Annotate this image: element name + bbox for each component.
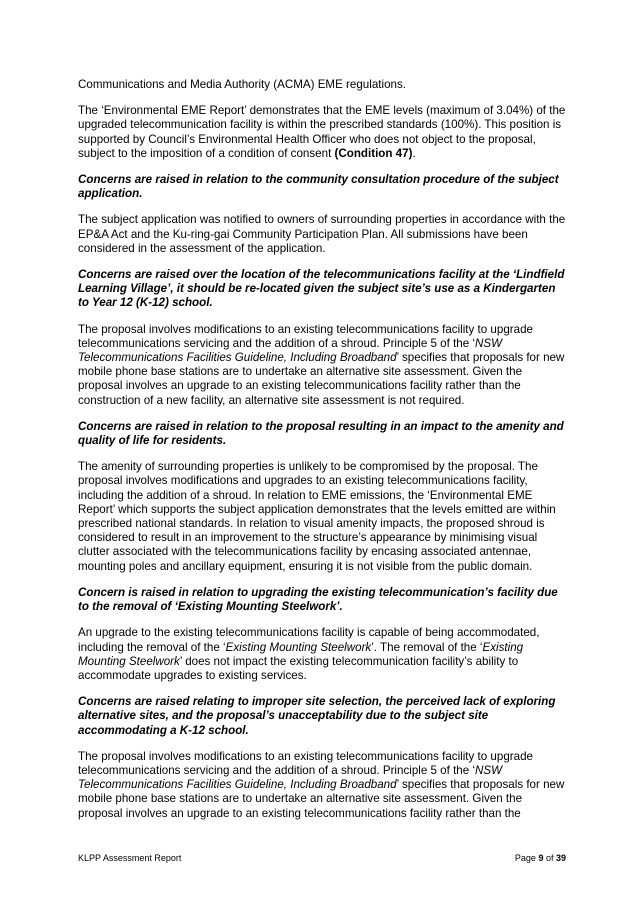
- steelwork-term-1: Existing Mounting Steelwork: [225, 640, 372, 654]
- heading-community-consultation: Concerns are raised in relation to the community consultation procedure of the subject application.: [78, 173, 559, 201]
- page-total: 39: [555, 853, 566, 863]
- alt-site-text-b: ’ specifies that proposals for new mobile phone base stations are to undertake an alternative site assessment. Given the proposal involves an upgrade to an existing telecommunications facility rather than the construction of a new facility, an alternative site assessment is not required.: [78, 351, 565, 407]
- paragraph-steelwork: [78, 626, 566, 683]
- eme-report-text: The ‘Environmental EME Report’ demonstrates that the EME levels (maximum of 3.04%) of the upgraded telecommunication facility is within the prescribed standards (100%). This position is supported by Council’s Environmental Health Officer who does not object to the proposal, subject to the imposition of a condition of consent: [78, 104, 566, 160]
- eme-report-end: .: [412, 146, 416, 160]
- heading-facility-location: Concerns are raised over the location of the telecommunications facility at the ‘Lindfield Learning Village’, it should be re-located given the subject site’s use as a Kindergarten to Year 12 (K-12) school.: [78, 268, 565, 310]
- paragraph-eme-report: [78, 104, 566, 161]
- heading-mounting-steelwork: Concern is raised in relation to upgrading the existing telecommunication’s facility due to the removal of ‘Existing Mounting Steelwork’.: [78, 585, 558, 614]
- page-of: of: [543, 853, 556, 863]
- paragraph-acma: Communications and Media Authority (ACMA) EME regulations.: [78, 78, 406, 91]
- document-body: [78, 78, 566, 821]
- footer-page-number: [515, 853, 566, 864]
- footer-report-title: KLPP Assessment Report: [78, 853, 182, 863]
- paragraph-alternative-site: [78, 323, 566, 408]
- steelwork-text-b: ’. The removal of the ‘: [371, 640, 483, 654]
- page-footer: [78, 853, 566, 864]
- paragraph-amenity: The amenity of surrounding properties is unlikely to be compromised by the proposal. The proposal involves modifications and upgrades to an existing telecommunications facility, including the addition of a shroud. In relation to EME emissions, the ‘Environmental EME Report’ which supports the subject application demonstrates that the levels emitted are within prescribed national standards. In relation to visual amenity impacts, the proposed shroud is considered to result in an improvement to the structure’s appearance by minimising visual clutter associated with the telecommunications facility by encasing associated antennae, mounting poles and ancillary equipment, ensuring it is not visible from the public domain.: [78, 460, 556, 573]
- site-selection-text-b: ’ specifies that proposals for new mobile phone base stations are to undertake an alternative site assessment. Given the proposal involves an upgrade to an existing telecommunications facility rather than the: [78, 778, 565, 820]
- guideline-title-2: NSW Telecommunications Facilities Guideline, Including Broadband: [78, 763, 503, 792]
- site-selection-text-a: The proposal involves modifications to an existing telecommunications facility to upgrade telecommunications servicing and the addition of a shroud. Principle 5 of the ‘: [78, 749, 533, 777]
- steelwork-text-c: ’ does not impact the existing telecommunication facility’s ability to accommodate upgrades to existing services.: [78, 654, 519, 682]
- page-current: 9: [538, 853, 544, 863]
- heading-amenity-impact: Concerns are raised in relation to the proposal resulting in an impact to the amenity and quality of life for residents.: [78, 419, 564, 448]
- condition-reference: (Condition 47): [334, 146, 413, 160]
- page-prefix: Page: [514, 853, 539, 863]
- paragraph-site-selection: [78, 750, 566, 821]
- guideline-title: NSW Telecommunications Facilities Guideline, Including Broadband: [78, 336, 503, 365]
- paragraph-notification: The subject application was notified to owners of surrounding properties in accordance with the EP&A Act and the Ku-ring-gai Community Participation Plan. All submissions have been considered in the assessment of the application.: [78, 213, 566, 255]
- steelwork-term-2: Existing Mounting Steelwork: [78, 640, 524, 668]
- alt-site-text-a: The proposal involves modifications to an existing telecommunications facility to upgrade telecommunications servicing and the addition of a shroud. Principle 5 of the ‘: [78, 322, 533, 350]
- heading-site-selection: Concerns are raised relating to improper site selection, the perceived lack of exploring alternative sites, and the proposal’s unacceptability due to the subject site accommodating a K-12 school.: [78, 695, 556, 737]
- steelwork-text-a: An upgrade to the existing telecommunications facility is capable of being accommodated, including the removal of the ‘: [78, 626, 540, 654]
